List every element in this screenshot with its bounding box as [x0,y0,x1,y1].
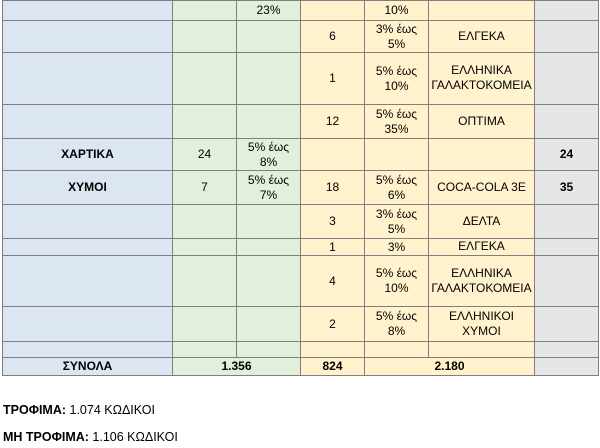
cell-col2 [173,1,237,21]
cell-supplier: ΕΛΛΗΝΙΚΑ ΓΑΛΑΚΤΟΚΟΜΕΙΑ [429,53,535,105]
cell-col3: 5% έως 7% [237,171,301,205]
cell-col4: 6 [301,21,365,53]
cell-col5: 3% έως 5% [365,21,429,53]
cell-col2 [173,256,237,307]
table-body [3,1,599,358]
table-row [3,342,599,358]
cell-total: 24 [535,139,599,171]
cell-col4: 2 [301,307,365,342]
inventory-table [2,0,599,376]
cell-total [535,205,599,239]
cell-total [535,239,599,256]
cell-total [535,105,599,139]
cell-supplier: ΕΛΓΕΚΑ [429,239,535,256]
table-row [3,307,599,342]
cell-total [535,1,599,21]
cell-col4 [301,139,365,171]
cell-col5 [365,342,429,358]
totals-group-6: 2.180 [365,358,535,376]
cell-category [3,1,173,21]
cell-col5 [365,139,429,171]
cell-col2: 24 [173,139,237,171]
cell-col2 [173,205,237,239]
cell-category [3,105,173,139]
note-food-value: 1.074 ΚΩΔΙΚΟΙ [66,403,155,417]
cell-col2: 7 [173,171,237,205]
cell-category [3,21,173,53]
totals-row [3,358,599,376]
totals-label: ΣΥΝΟΛΑ [3,358,173,376]
table-row [3,53,599,105]
cell-col4 [301,342,365,358]
note-non-food [3,430,178,444]
cell-supplier [429,139,535,171]
cell-col4: 1 [301,239,365,256]
cell-category [3,307,173,342]
cell-category [3,256,173,307]
totals-group-4: 824 [301,358,365,376]
cell-col2 [173,307,237,342]
cell-category: ΧΥΜΟΙ [3,171,173,205]
cell-col5: 5% έως 10% [365,53,429,105]
cell-col5: 5% έως 10% [365,256,429,307]
table-row [3,256,599,307]
cell-col4 [301,1,365,21]
note-non-food-label: ΜΗ ΤΡΟΦΙΜΑ: [3,430,89,444]
cell-col5: 10% [365,1,429,21]
cell-col3 [237,342,301,358]
cell-col3 [237,53,301,105]
cell-col2 [173,239,237,256]
cell-col4: 3 [301,205,365,239]
cell-col5: 3% [365,239,429,256]
cell-col4: 1 [301,53,365,105]
cell-col5: 5% έως 8% [365,307,429,342]
cell-supplier [429,342,535,358]
cell-col3: 23% [237,1,301,21]
cell-col3 [237,21,301,53]
cell-total [535,342,599,358]
cell-col4: 18 [301,171,365,205]
cell-supplier: ΕΛΛΗΝΙΚΑ ΓΑΛΑΚΤΟΚΟΜΕΙΑ [429,256,535,307]
cell-col5: 5% έως 35% [365,105,429,139]
cell-col3 [237,256,301,307]
cell-supplier: COCA-COLA 3E [429,171,535,205]
table-row [3,139,599,171]
note-food [3,403,155,417]
cell-col2 [173,342,237,358]
table-row [3,205,599,239]
table-row [3,239,599,256]
table-row [3,171,599,205]
totals-group-2: 1.356 [173,358,301,376]
cell-supplier: ΔΕΛΤΑ [429,205,535,239]
cell-col2 [173,105,237,139]
cell-col2 [173,53,237,105]
table-row [3,1,599,21]
cell-total [535,21,599,53]
cell-supplier: ΕΛΓΕΚΑ [429,21,535,53]
cell-category [3,53,173,105]
cell-category: ΧΑΡΤΙΚΑ [3,139,173,171]
table-row [3,105,599,139]
cell-category [3,239,173,256]
cell-col3 [237,205,301,239]
cell-col5: 5% έως 6% [365,171,429,205]
cell-col4: 12 [301,105,365,139]
cell-col3 [237,307,301,342]
cell-supplier: ΟΠΤΙΜΑ [429,105,535,139]
cell-total [535,256,599,307]
cell-col4: 4 [301,256,365,307]
cell-total [535,307,599,342]
note-non-food-value: 1.106 ΚΩΔΙΚΟΙ [88,430,178,444]
cell-col3 [237,239,301,256]
cell-supplier: ΕΛΛΗΝΙΚΟΙ ΧΥΜΟΙ [429,307,535,342]
cell-total: 35 [535,171,599,205]
cell-col5: 3% έως 5% [365,205,429,239]
totals-empty [535,358,599,376]
cell-total [535,53,599,105]
cell-col3: 5% έως 8% [237,139,301,171]
cell-supplier [429,1,535,21]
cell-col2 [173,21,237,53]
cell-category [3,205,173,239]
note-food-label: ΤΡΟΦΙΜΑ: [3,403,67,417]
cell-category [3,342,173,358]
table-row [3,21,599,53]
cell-col3 [237,105,301,139]
